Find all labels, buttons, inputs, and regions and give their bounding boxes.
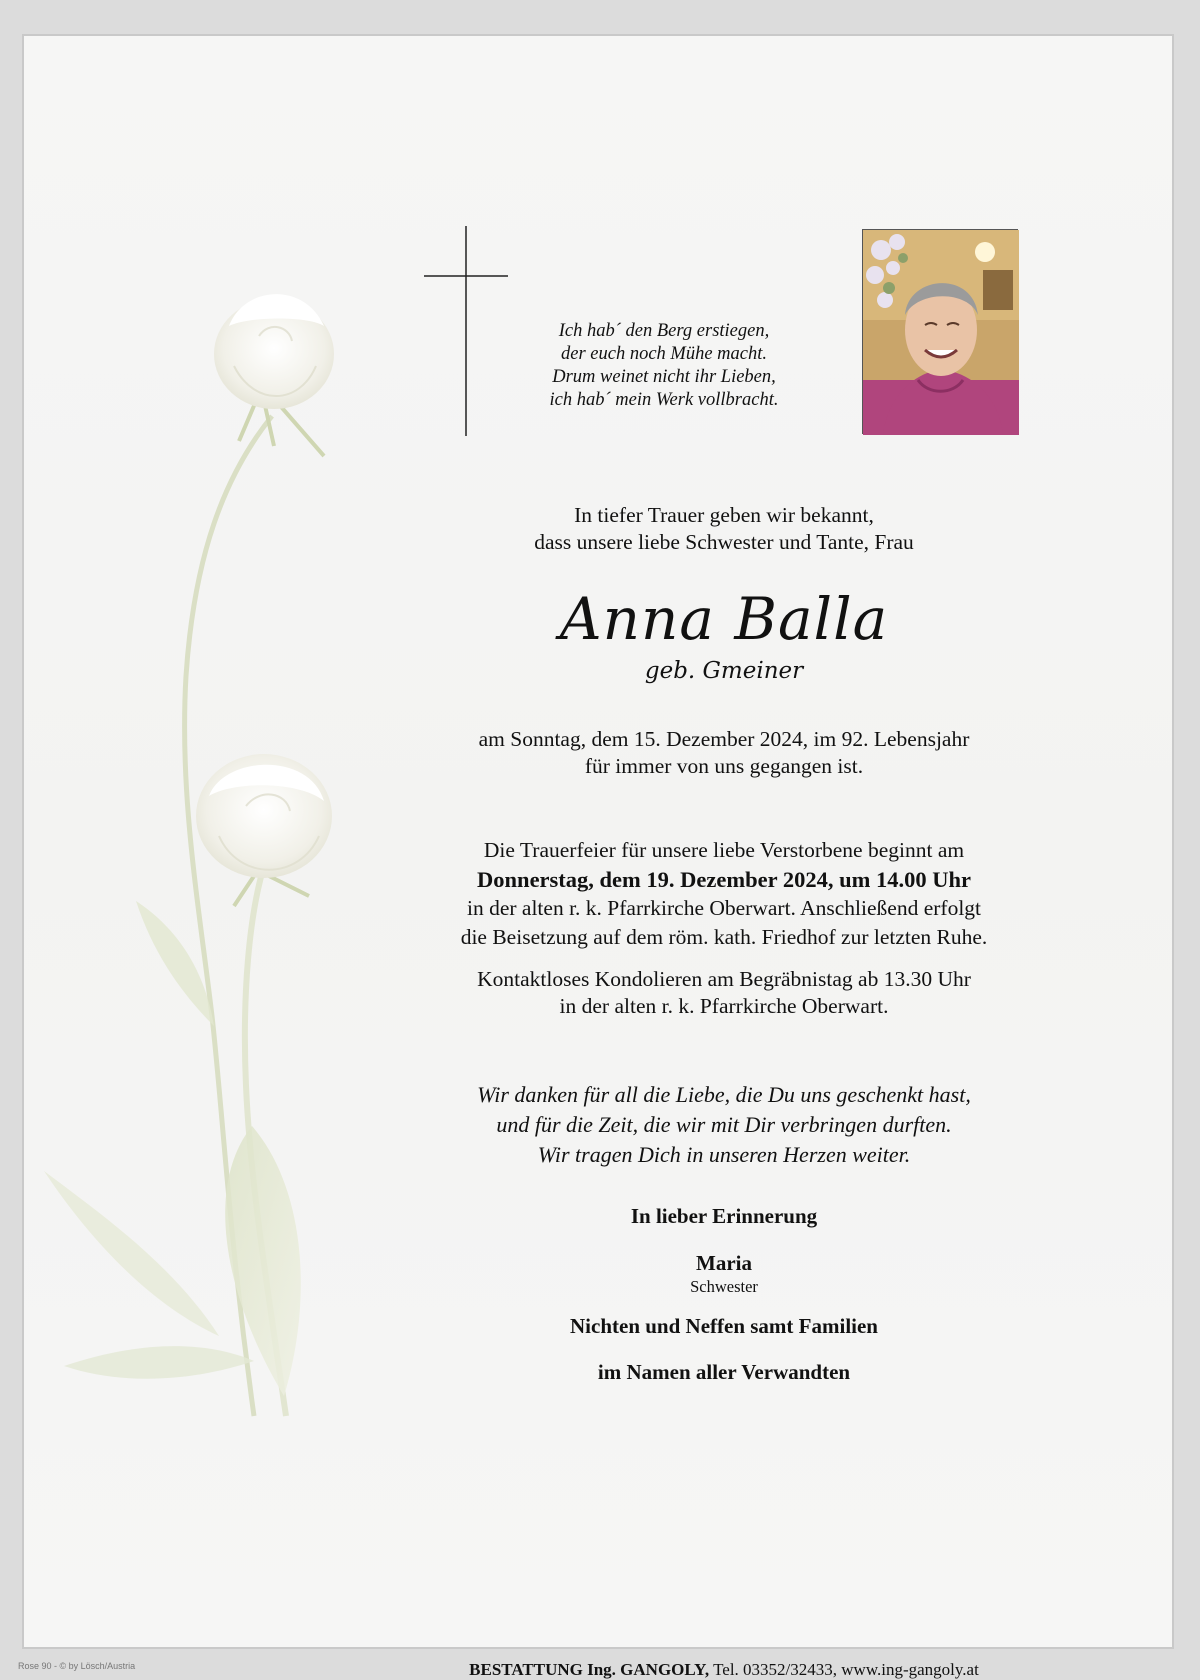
intro-line: dass unsere liebe Schwester und Tante, Frau (534, 530, 914, 554)
funeral-home-contact: Tel. 03352/32433, www.ing-gangoly.at (709, 1660, 979, 1679)
thanks-verse (404, 1080, 1044, 1170)
funeral-intro: Die Trauerfeier für unsere liebe Verstorbene beginnt am (483, 838, 965, 862)
memory-heading: In lieber Erinnerung (630, 1204, 818, 1228)
thanks-line: Wir tragen Dich in unseren Herzen weiter. (537, 1142, 911, 1167)
portrait-photo (862, 229, 1018, 434)
poem-line: ich hab´ mein Werk vollbracht. (549, 390, 779, 410)
funeral-location-line: die Beisetzung auf dem röm. kath. Friedhof zur letzten Ruhe. (460, 925, 988, 949)
funeral-home-footer (404, 1660, 1044, 1680)
death-notice (404, 726, 1044, 780)
intro-line: In tiefer Trauer geben wir bekannt, (574, 503, 874, 527)
poem (504, 320, 824, 412)
deceased-name: Anna Balla (559, 585, 889, 653)
poem-line: Drum weinet nicht ihr Lieben, (552, 367, 776, 387)
mourner-group: Nichten und Neffen samt Familien (570, 1314, 878, 1338)
image-credit: Rose 90 - © by Lösch/Austria (18, 1661, 136, 1671)
mourner-group: im Namen aller Verwandten (597, 1360, 851, 1384)
condolence-line: in der alten r. k. Pfarrkirche Oberwart. (559, 994, 889, 1018)
white-roses-illustration (24, 36, 384, 1456)
thanks-line: und für die Zeit, die wir mit Dir verbringen durften. (496, 1112, 952, 1137)
mourner-name: Maria (696, 1251, 752, 1275)
funeral-location-line: in der alten r. k. Pfarrkirche Oberwart. Anschließend erfolgt (466, 896, 982, 920)
birth-name: geb. Gmeiner (644, 658, 804, 684)
thanks-line: Wir danken für all die Liebe, die Du uns geschenkt hast, (477, 1082, 971, 1107)
poem-line: der euch noch Mühe macht. (560, 344, 767, 364)
death-line: für immer von uns gegangen ist. (584, 754, 864, 778)
condolence-info (404, 966, 1044, 1020)
poem-line: Ich hab´ den Berg erstiegen, (558, 321, 770, 341)
mourner-relation: Schwester (690, 1277, 758, 1296)
cross-icon (424, 226, 508, 436)
condolence-line: Kontaktloses Kondolieren am Begräbnistag ab 13.30 Uhr (477, 967, 971, 991)
funeral-details (404, 836, 1044, 952)
death-line: am Sonntag, dem 15. Dezember 2024, im 92. Lebensjahr (478, 727, 970, 751)
funeral-home-name: BESTATTUNG Ing. GANGOLY, (469, 1660, 710, 1679)
announcement-intro (404, 502, 1044, 556)
funeral-date: Donnerstag, dem 19. Dezember 2024, um 14.00 Uhr (477, 867, 971, 892)
